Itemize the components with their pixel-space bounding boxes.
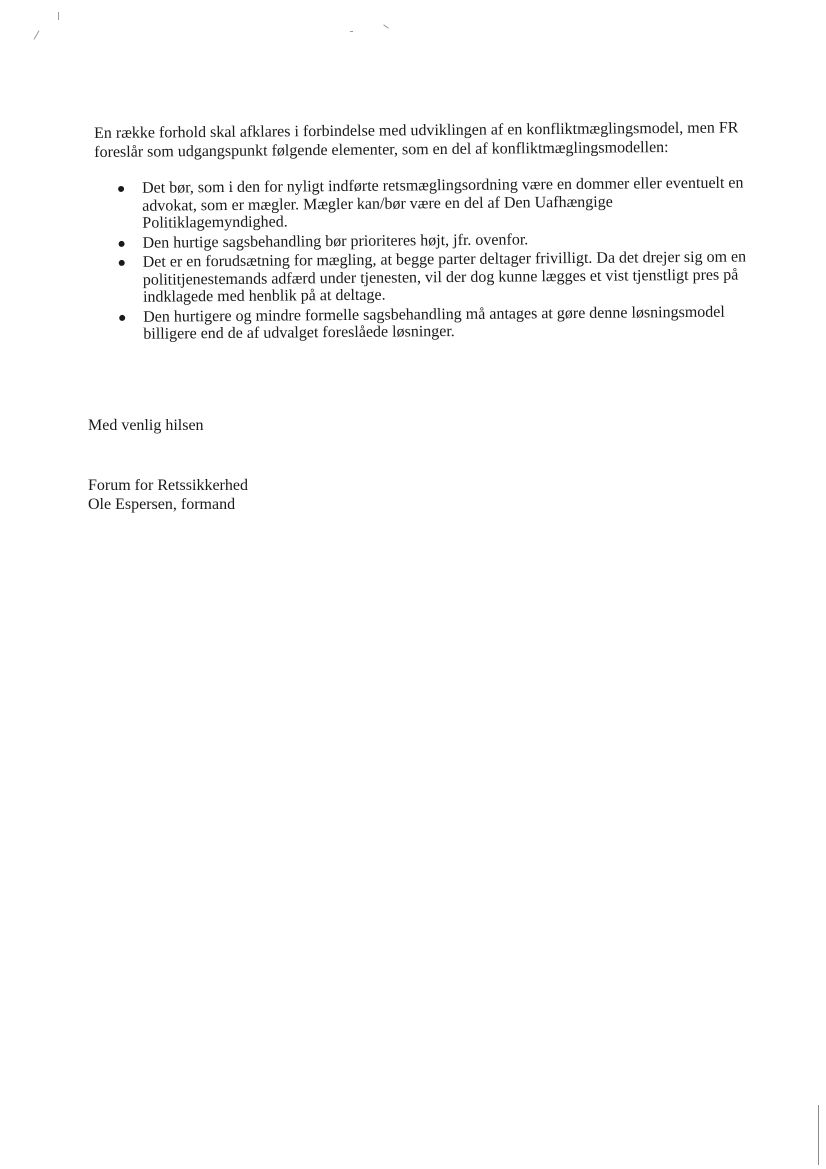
signature-name-title: Ole Espersen, formand	[88, 496, 236, 513]
list-item-text: Det er en forudsætning for mægling, at begge parter deltager frivilligt. Da det drejer sig om en polititjenestemands adfærd under tjenesten, vil der dog kunne lægges et vist tjenstligt pres på indklagede med henblik på at deltage.	[142, 248, 747, 306]
scan-artifact	[350, 31, 353, 32]
list-item-text: Den hurtigere og mindre formelle sagsbehandling må antages at gøre denne løsningsmodel billigere end de af udvalget foreslåede løsninger.	[143, 303, 725, 343]
scan-artifact	[34, 30, 40, 39]
signature-organization: Forum for Retssikkerhed	[88, 477, 248, 494]
list-item	[114, 174, 754, 232]
list-item	[115, 248, 755, 306]
scan-edge-line	[818, 1105, 819, 1165]
scan-artifact	[383, 24, 388, 28]
list-item-text: Det bør, som i den for nyligt indførte retsmæglingsordning være en dommer eller eventuelt en advokat, som er mægler. Mægler kan/bør være en del af Den Uafhængige Politiklagemyndighed.	[141, 174, 744, 232]
list-item-text: Den hurtige sagsbehandling bør prioriteres højt, jfr. ovenfor.	[142, 230, 529, 252]
bullet-list	[114, 174, 755, 345]
closing-greeting: Med venlig hilsen	[88, 417, 204, 434]
bullet-icon	[118, 186, 124, 192]
bullet-icon	[119, 260, 125, 266]
bullet-icon	[119, 314, 125, 320]
scan-artifact	[58, 12, 59, 20]
intro-paragraph: En række forhold skal afklares i forbindelse med udviklingen af en konfliktmæglingsmodel, men FR foreslår som udgangspunkt følgende elementer, som en del af konfliktmæglingsmodellen:	[94, 119, 739, 161]
list-item	[115, 303, 755, 344]
signature-block	[88, 476, 248, 514]
bullet-icon	[119, 240, 125, 246]
